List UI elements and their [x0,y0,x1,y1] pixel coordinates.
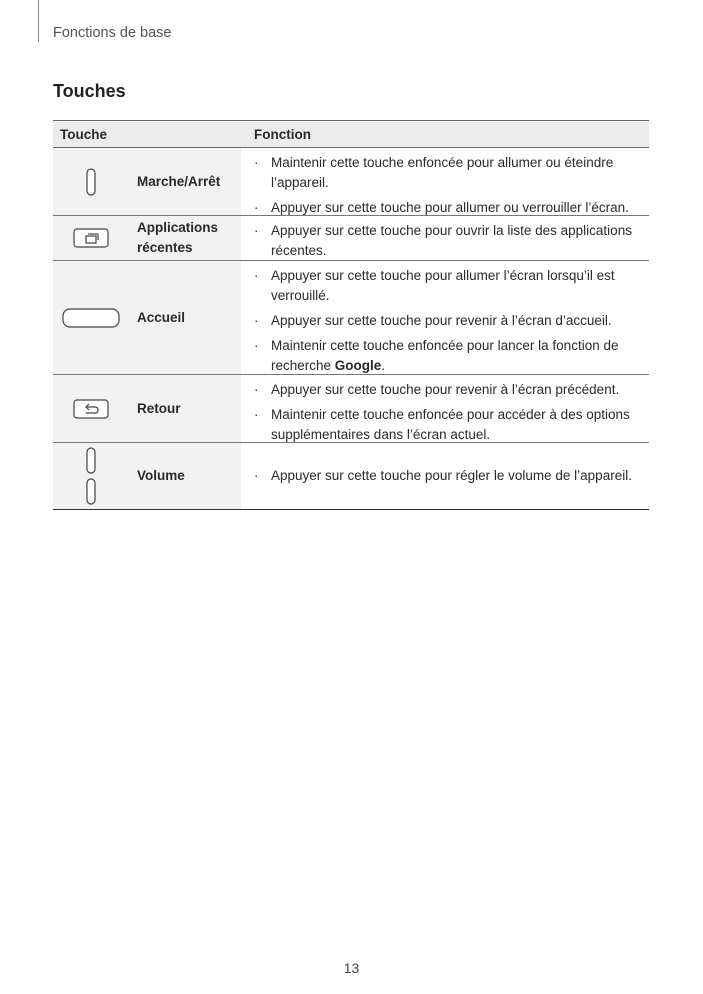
list-item: · Appuyer sur cette touche pour revenir à l’écran précédent. [254,382,620,397]
key-cell [53,216,241,260]
recent-apps-key-icon [73,228,109,248]
list-item: · Appuyer sur cette touche pour revenir à l’écran d’accueil. [254,313,612,328]
volume-key-icon [86,447,96,505]
table-header [53,121,649,148]
key-cell [53,148,241,215]
power-key-icon [86,168,96,196]
key-label: Marche/Arrêt [137,173,221,189]
table-row [53,216,649,261]
key-cell [53,375,241,442]
list-item: · Maintenir cette touche enfoncée pour accéder à des options supplémentaires dans l’écran actuel. [254,407,630,442]
list-item: · Maintenir cette touche enfoncée pour lancer la fonction de recherche Google. [254,338,619,373]
key-label: Applications récentes [137,220,219,255]
key-label: Retour [137,400,181,416]
list-item: · Appuyer sur cette touche pour ouvrir la liste des applications récentes. [254,223,632,258]
home-key-icon [62,308,120,328]
google-label: Google [334,358,382,373]
function-cell [241,216,649,260]
list-item: · Appuyer sur cette touche pour allumer l’écran lorsqu’il est verrouillé. [254,268,615,303]
function-cell [241,443,649,509]
function-cell [241,148,649,215]
margin-rule [38,0,39,42]
table-row [53,443,649,510]
list-item: · Appuyer sur cette touche pour régler le volume de l’appareil. [254,468,632,483]
key-cell [53,261,241,374]
function-cell [241,261,649,374]
back-key-icon [73,399,109,419]
key-cell [53,443,241,509]
function-cell [241,375,649,442]
table-row [53,375,649,443]
page-number: 13 [343,960,360,976]
key-label: Accueil [137,309,186,325]
list-item: · Appuyer sur cette touche pour allumer ou verrouiller l’écran. [254,200,629,215]
key-label: Volume [137,468,185,483]
column-header-function: Fonction [254,126,311,142]
list-item: · Maintenir cette touche enfoncée pour allumer ou éteindre l’appareil. [254,155,614,190]
table-row [53,148,649,216]
section-header: Fonctions de base [53,25,172,41]
keys-table [53,120,649,510]
column-header-key: Touche [60,126,107,142]
page-title: Touches [53,81,126,101]
table-row [53,261,649,375]
